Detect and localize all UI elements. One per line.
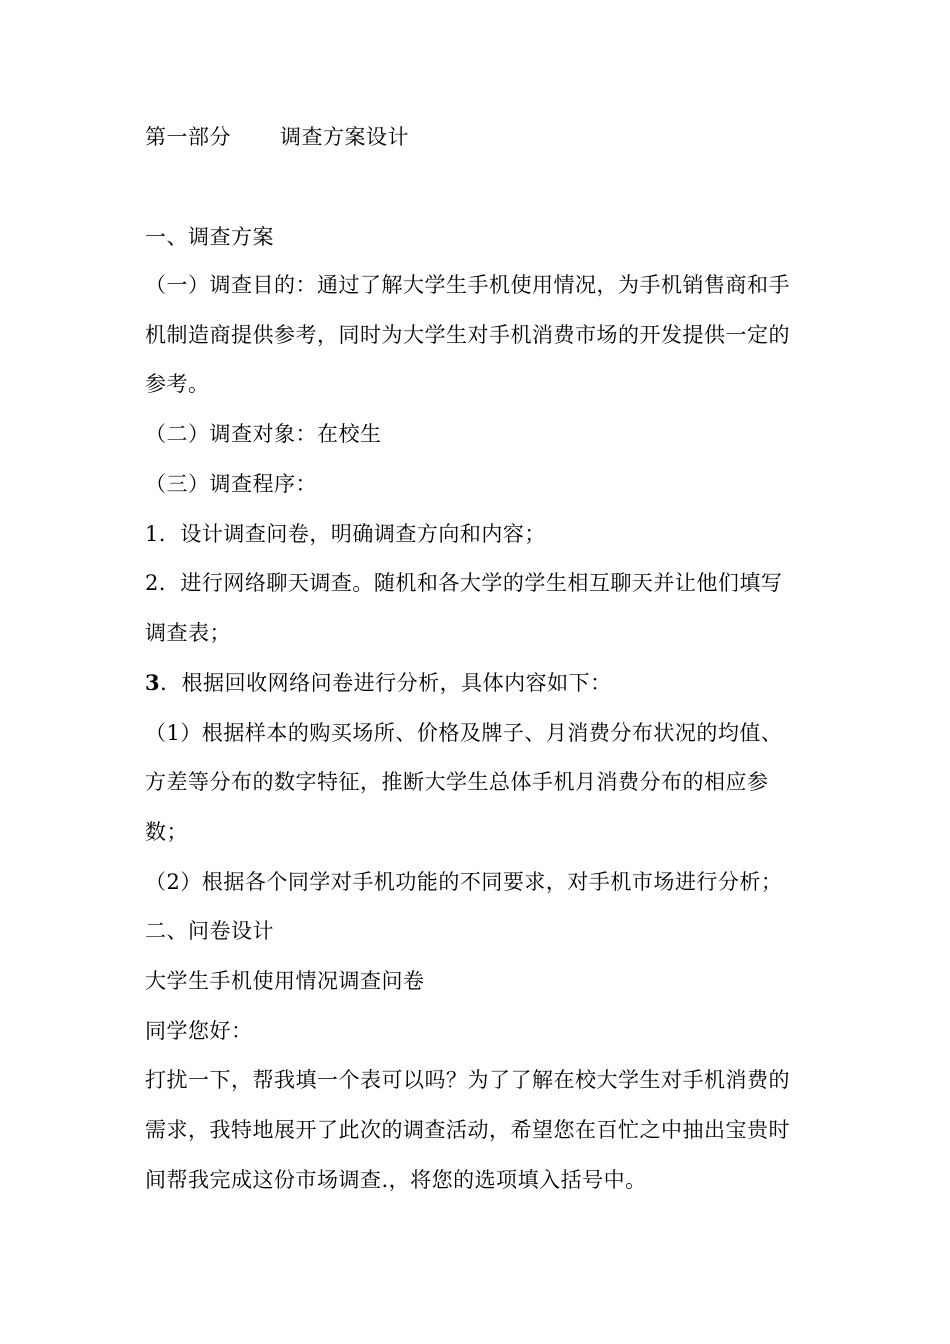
purpose-line-2: 机制造商提供参考，同时为大学生对手机消费市场的开发提供一定的 — [145, 323, 790, 347]
analysis-1-line-2: 方差等分布的数字特征，推断大学生总体手机月消费分布的相应参 — [145, 770, 769, 794]
document-title: 调查方案设计 — [280, 125, 409, 149]
intro-line-1: 打扰一下，帮我填一个表可以吗？为了了解在校大学生对手机消费的 — [145, 1068, 790, 1092]
intro-line-3: 间帮我完成这份市场调查.，将您的选项填入括号中。 — [145, 1168, 647, 1192]
step-3-number: 3 — [145, 670, 161, 695]
subject-line: （二）调查对象：在校生 — [145, 422, 382, 446]
analysis-2: （2）根据各个同学对手机功能的不同要求，对手机市场进行分析； — [145, 870, 783, 894]
step-1: 1．设计调查问卷，明确调查方向和内容； — [145, 522, 546, 546]
greeting: 同学您好： — [145, 1019, 253, 1043]
step-2-line-1: 2．进行网络聊天调查。随机和各大学的学生相互聊天并让他们填写 — [145, 571, 783, 595]
section-heading: 一、调查方案 — [145, 225, 274, 249]
survey-title: 大学生手机使用情况调查问卷 — [145, 969, 425, 993]
purpose-line-3: 参考。 — [145, 372, 210, 396]
procedure-line: （三）调查程序： — [145, 472, 317, 496]
step-2-line-2: 调查表； — [145, 621, 231, 645]
step-3-text: ．根据回收网络问卷进行分析，具体内容如下： — [160, 671, 612, 695]
intro-line-2: 需求，我特地展开了此次的调查活动，希望您在百忙之中抽出宝贵时 — [145, 1118, 790, 1142]
section-heading-2: 二、问卷设计 — [145, 919, 274, 943]
part-title: 第一部分 — [145, 125, 231, 149]
step-3 — [145, 669, 612, 697]
analysis-1-line-3: 数； — [145, 820, 188, 844]
analysis-1-line-1: （1）根据样本的购买场所、价格及牌子、月消费分布状况的均值、 — [145, 721, 783, 745]
purpose-line-1: （一）调查目的：通过了解大学生手机使用情况，为手机销售商和手 — [145, 273, 790, 297]
